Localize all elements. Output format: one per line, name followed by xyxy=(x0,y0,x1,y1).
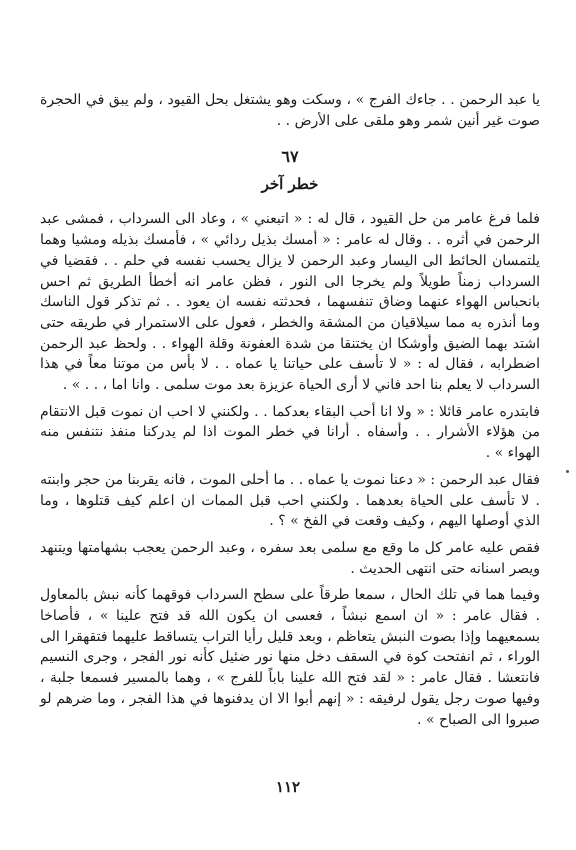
chapter-number: ٦٧ xyxy=(281,147,299,167)
opening-paragraph: يا عبد الرحمن . . جاءك الفرج » ، وسكت وهو يشتغل بحل القيود ، ولم يبق في الحجرة صوت غير أنين شمر وهو ملقى على الأرض . . xyxy=(40,92,540,129)
book-page xyxy=(40,90,540,830)
body-paragraph: فابتدره عامر قائلا : « ولا انا أحب البقاء بعدكما . . ولكنني لا احب ان نموت قبل الانتقام من هؤلاء الأشرار . . وأسفاه . أرانا في خطر الموت اذا لم يدركنا منفذ نتنفس منه الهواء » . xyxy=(40,403,540,462)
chapter-title: خطر آخر xyxy=(261,175,319,194)
body-paragraph: فقال عبد الرحمن : « دعنا نموت يا عماه . . ما أحلى الموت ، فانه يقربنا من حجر وابنته . لا تأسف على الحياة بعدهما . ولكنني احب قبل الممات ان اعلم كيف قتلوها ، وما الذي أوصلها اليهم ، وكيف وقعت في الفخ » ؟ . xyxy=(40,471,540,530)
page-number: ١١٢ xyxy=(275,778,301,796)
body-paragraph: فقص عليه عامر كل ما وقع مع سلمى بعد سفره ، وعبد الرحمن يعجب بشهامتها ويتنهد ويصر اسنانه حتى انتهى الحديث . xyxy=(40,539,540,577)
body-paragraph: فلما فرغ عامر من حل القيود ، قال له : « اتبعني » ، وعاد الى السرداب ، فمشى عبد الرحمن في أثره . . وقال له عامر : « أمسك بذيل ردائي » ، فأمسك بذيله ومشيا وهما يلتمسان الحائط الى اليسار وعبد الرحمن لا يزال يحسب نفسه في حلم . . فقضيا في السرداب زمناً طويلاً ولم يخرجا الى النور ، فظن عامر انه أخطأ الطريق ثم احس بانحباس الهواء عنهما وضاق تنفسهما ، فحدثته نفسه ان يعود . . ثم تذكر قول الناسك وما أنذره به مما سيلاقيان من المشقة والخطر ، فعول على الاستمرار في طريقه حتى اشتد بهما الضيق وأوشكا ان يختنقا من شدة العفونة وقلة الهواء . . ولحظ عبد الرحمن اضطرابه ، فقال له : « لا تأسف على حياتنا يا عماه . . لا بأس من موتنا معاً في هذا السرداب لا يعلم بنا احد فاني لا أرى الحياة عزيزة بعد موت سلمى . وانا اما ، . . » . xyxy=(40,211,540,394)
margin-dot xyxy=(566,470,569,473)
body-paragraph: وفيما هما في تلك الحال ، سمعا طرقاً على سطح السرداب فوقهما كأنه نبش بالمعاول . فقال عامر : « ان اسمع نبشاً ، فعسى ان يكون الله قد فتح علينا » ، فأصاخا بسمعيهما وإذا بصوت النبش يتعاظم ، وبعد قليل رأيا التراب يتساقط عليهما فتقهقرا الى الوراء ، ثم انفتحت كوة في السقف دخل منها نور ضئيل كأنه نور الفجر ، وجرى النسيم فانتعشا . فقال عامر : « لقد فتح الله علينا باباً للفرج » ، وهما بالمسير فسمعا جلبة ، وفيها صوت رجل يقول لرفيقه : « إنهم أبوا الا ان يدفنوها في هذا الفجر ، وما ضرهم لو صبروا الى الصباح » . xyxy=(40,587,540,728)
